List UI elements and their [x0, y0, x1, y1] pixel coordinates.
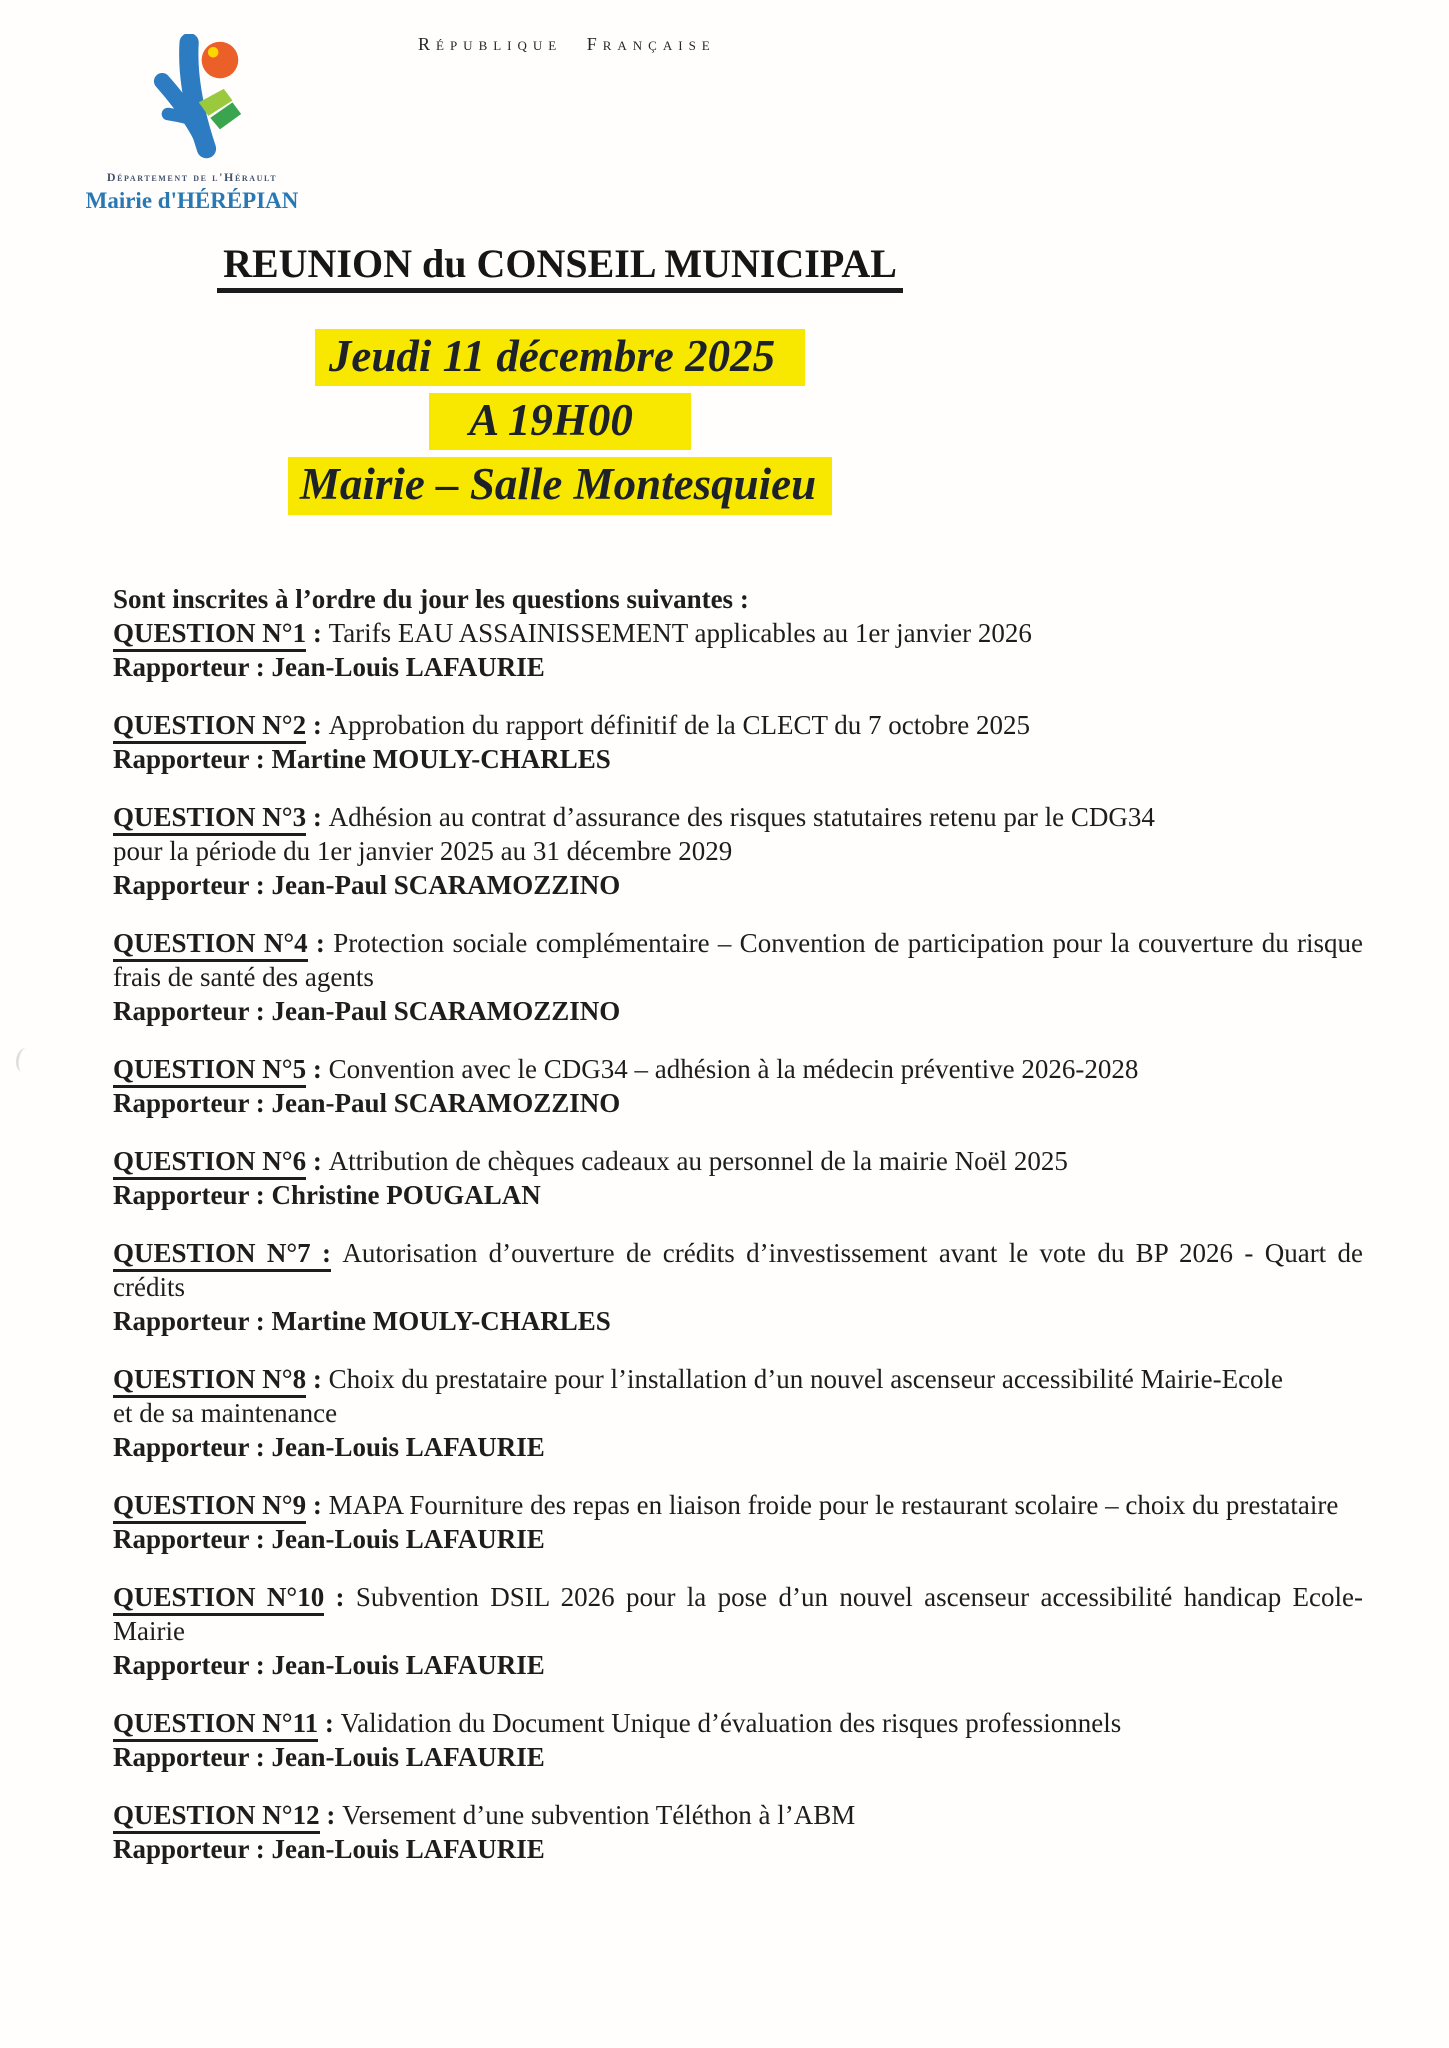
agenda-content [113, 582, 1363, 1890]
question-rapporteur: Rapporteur : Jean-Paul SCARAMOZZINO [113, 1088, 621, 1118]
question-number-label: QUESTION N°6 [113, 1146, 306, 1180]
question-rapporteur: Rapporteur : Jean-Louis LAFAURIE [113, 1432, 545, 1462]
question-title-line [113, 1580, 1363, 1614]
question-item [113, 1144, 1363, 1212]
meeting-when-block [140, 329, 980, 515]
question-separator: : [306, 618, 329, 648]
question-title-text: Tarifs EAU ASSAINISSEMENT applicables au 1er janvier 2026 [328, 618, 1032, 648]
question-title-text: Attribution de chèques cadeaux au personnel de la mairie Noël 2025 [328, 1146, 1068, 1176]
departement-label: Département de l'Hérault [106, 170, 278, 184]
question-item [113, 1488, 1363, 1556]
question-number-label: QUESTION N°7 : [113, 1238, 331, 1272]
question-title-line [113, 708, 1363, 742]
question-number-label: QUESTION N°4 [113, 928, 308, 962]
meeting-time-highlight: A 19H00 [429, 393, 691, 450]
logo-sun-dot-icon [208, 47, 219, 58]
question-title-line [113, 1144, 1363, 1178]
question-item [113, 1236, 1363, 1338]
question-title-text: Adhésion au contrat d’assurance des risques statutaires retenu par le CDG34 [328, 802, 1155, 832]
question-title-continuation: Mairie [113, 1616, 185, 1646]
scan-artifact [14, 1047, 33, 1073]
question-rapporteur: Rapporteur : Martine MOULY-CHARLES [113, 1306, 611, 1336]
question-separator [331, 1238, 342, 1268]
question-rapporteur: Rapporteur : Jean-Louis LAFAURIE [113, 652, 545, 682]
question-title-text: Subvention DSIL 2026 pour la pose d’un nouvel ascenseur accessibilité handicap Ecole- [355, 1582, 1364, 1612]
question-title-line [113, 1052, 1363, 1086]
question-title-text: Choix du prestataire pour l’installation d’un nouvel ascenseur accessibilité Mairie-Ecole [328, 1364, 1284, 1394]
herault-logo-block [84, 34, 300, 214]
question-title-text: Versement d’une subvention Téléthon à l’ABM [342, 1800, 856, 1830]
question-number-label: QUESTION N°2 [113, 710, 306, 744]
question-separator: : [306, 1490, 329, 1520]
question-item [113, 708, 1363, 776]
question-title-line [113, 1362, 1363, 1396]
question-title-continuation: et de sa maintenance [113, 1398, 338, 1428]
question-number-label: QUESTION N°12 [113, 1800, 320, 1834]
herault-logo [139, 34, 245, 166]
question-number-label: QUESTION N°1 [113, 618, 306, 652]
question-number-label: QUESTION N°3 [113, 802, 306, 836]
logo-sun-icon [202, 42, 239, 79]
question-title-line [113, 926, 1363, 960]
agenda-intro: Sont inscrites à l’ordre du jour les questions suivantes : [113, 584, 749, 614]
question-item [113, 800, 1363, 902]
question-title-line [113, 1488, 1363, 1522]
question-number-label: QUESTION N°8 [113, 1364, 306, 1398]
question-title-line [113, 1236, 1363, 1270]
question-title-continuation: crédits [113, 1272, 185, 1302]
question-separator: : [307, 928, 334, 958]
question-item [113, 1580, 1363, 1682]
question-title-continuation: frais de santé des agents [113, 962, 374, 992]
question-separator: : [306, 802, 329, 832]
question-title-text: Convention avec le CDG34 – adhésion à la médecin préventive 2026-2028 [328, 1054, 1139, 1084]
question-rapporteur: Rapporteur : Martine MOULY-CHARLES [113, 744, 611, 774]
question-rapporteur: Rapporteur : Christine POUGALAN [113, 1180, 541, 1210]
question-title-text: Approbation du rapport définitif de la CLECT du 7 octobre 2025 [328, 710, 1030, 740]
meeting-location-highlight: Mairie – Salle Montesquieu [288, 457, 832, 514]
question-item [113, 1798, 1363, 1866]
questions-list [113, 616, 1363, 1866]
question-item [113, 1706, 1363, 1774]
question-title-text: Protection sociale complémentaire – Convention de participation pour la couverture du risque [333, 928, 1363, 958]
question-rapporteur: Rapporteur : Jean-Paul SCARAMOZZINO [113, 996, 621, 1026]
meeting-date-highlight: Jeudi 11 décembre 2025 [315, 329, 805, 386]
question-title-text: MAPA Fourniture des repas en liaison froide pour le restaurant scolaire – choix du prestataire [328, 1490, 1339, 1520]
question-title-line [113, 1798, 1363, 1832]
question-title-line [113, 800, 1363, 834]
question-number-label: QUESTION N°5 [113, 1054, 306, 1088]
question-item [113, 1362, 1363, 1464]
question-title-line [113, 616, 1363, 650]
question-rapporteur: Rapporteur : Jean-Louis LAFAURIE [113, 1650, 545, 1680]
question-rapporteur: Rapporteur : Jean-Louis LAFAURIE [113, 1742, 545, 1772]
question-separator: : [318, 1708, 341, 1738]
question-rapporteur: Rapporteur : Jean-Louis LAFAURIE [113, 1524, 545, 1554]
question-separator: : [306, 1146, 329, 1176]
question-number-label: QUESTION N°11 [113, 1708, 318, 1742]
question-separator: : [324, 1582, 356, 1612]
question-title-line [113, 1706, 1363, 1740]
title-block [140, 240, 980, 522]
republique-francaise-heading: République Française [418, 34, 716, 54]
question-item [113, 1052, 1363, 1120]
logo-brush-stroke-arm [168, 114, 199, 122]
question-rapporteur: Rapporteur : Jean-Paul SCARAMOZZINO [113, 870, 621, 900]
question-title-text: Autorisation d’ouverture de crédits d’investissement avant le vote du BP 2026 - Quart de [342, 1238, 1364, 1268]
page-title: REUNION du CONSEIL MUNICIPAL [217, 240, 903, 293]
mairie-name: Mairie d'HÉRÉPIAN [85, 188, 299, 213]
question-number-label: QUESTION N°9 [113, 1490, 306, 1524]
question-item [113, 616, 1363, 684]
question-title-continuation: pour la période du 1er janvier 2025 au 31 décembre 2029 [113, 836, 733, 866]
question-separator: : [306, 1054, 329, 1084]
question-rapporteur: Rapporteur : Jean-Louis LAFAURIE [113, 1834, 545, 1864]
question-title-text: Validation du Document Unique d’évaluation des risques professionnels [340, 1708, 1122, 1738]
question-separator: : [319, 1800, 343, 1830]
question-separator: : [306, 1364, 329, 1394]
question-separator: : [306, 710, 329, 740]
question-number-label: QUESTION N°10 [113, 1582, 324, 1616]
question-item [113, 926, 1363, 1028]
